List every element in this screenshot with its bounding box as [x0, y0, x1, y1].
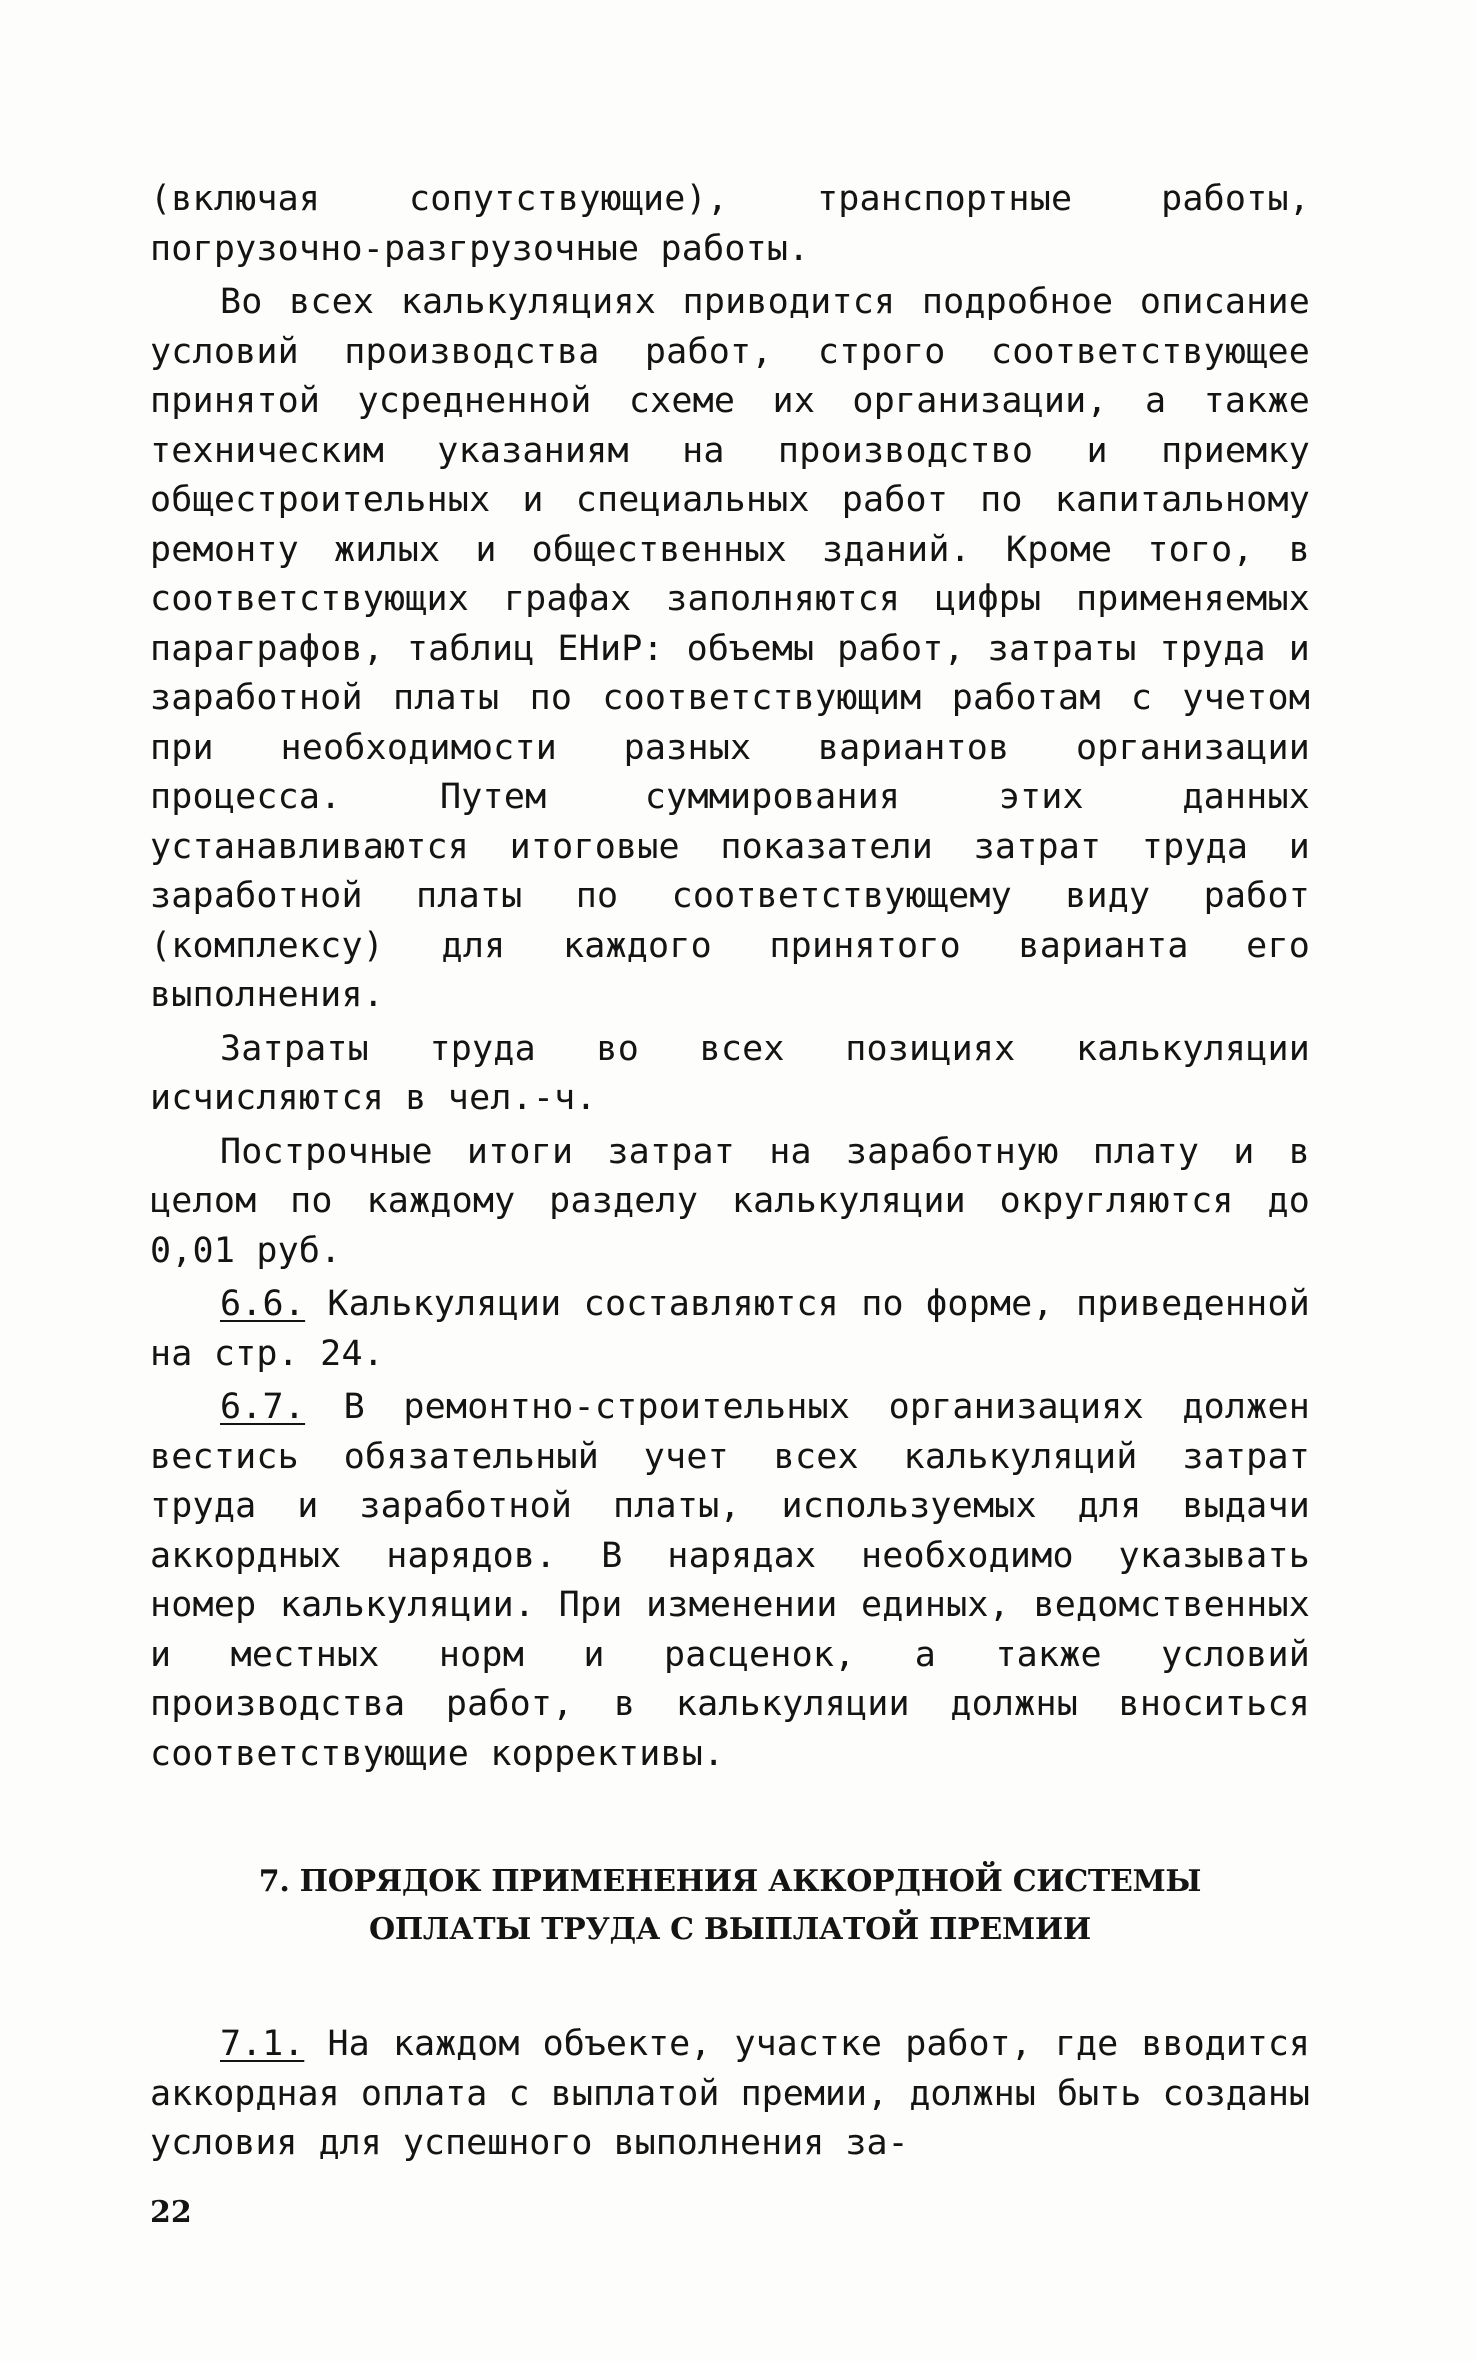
- paragraph-6-6: 6.6. Калькуляции составляются по форме, приведенной на стр. 24.: [150, 1284, 1310, 1374]
- body-text: [150, 175, 1310, 1783]
- paragraph-continuation: (включая сопутствующие), транспортные работы, погрузочно-разгрузочные работы.: [150, 179, 1310, 269]
- section-heading: [150, 1858, 1310, 1954]
- paragraph-labor-costs: Затраты труда во всех позициях калькуляции исчисляются в чел.-ч.: [150, 1028, 1310, 1118]
- clause-number: 6.7.: [220, 1387, 306, 1427]
- paragraph-6-7: 6.7. В ремонтно-строительных организациях должен вестись обязательный учет всех калькуляций затрат труда и заработной платы, используемых для выдачи аккордных нарядов. В нарядах необходимо указывать номер калькуляции. При изменении единых, ведомственных и местных норм и расценок, а также условий производства работ, в калькуляции должны вноситься соответствующие коррективы.: [150, 1387, 1310, 1774]
- section-heading-line1: 7. ПОРЯДОК ПРИМЕНЕНИЯ АККОРДНОЙ СИСТЕМЫ: [258, 1864, 1202, 1899]
- paragraph-rounding: Построчные итоги затрат на заработную плату и в целом по каждому разделу калькуляции округляются до 0,01 руб.: [150, 1131, 1310, 1271]
- clause-number: 6.6.: [220, 1284, 306, 1324]
- paragraph-7-1: 7.1. На каждом объекте, участке работ, где вводится аккордная оплата с выплатой премии, должны быть созданы условия для успешного выполнения за-: [150, 2024, 1310, 2163]
- page-number: 22: [150, 2195, 192, 2230]
- section-heading-line2: ОПЛАТЫ ТРУДА С ВЫПЛАТОЙ ПРЕМИИ: [369, 1912, 1091, 1947]
- paragraph-calculations: Во всех калькуляциях приводится подробное описание условий производства работ, строго соответствующее принятой усредненной схеме их организации, а также техническим указаниям на производство и приемку общестроительных и специальных работ по капитальному ремонту жилых и общественных зданий. Кроме того, в соответствующих графах заполняются цифры применяемых параграфов, таблиц ЕНиР: объемы работ, затраты труда и заработной платы по соответствующим работам с учетом при необходимости разных вариантов организации процесса. Путем суммирования этих данных устанавливаются итоговые показатели затрат труда и заработной платы по соответствующему виду работ (комплексу) для каждого принятого варианта его выполнения.: [150, 282, 1310, 1015]
- clause-number: 7.1.: [220, 2024, 305, 2064]
